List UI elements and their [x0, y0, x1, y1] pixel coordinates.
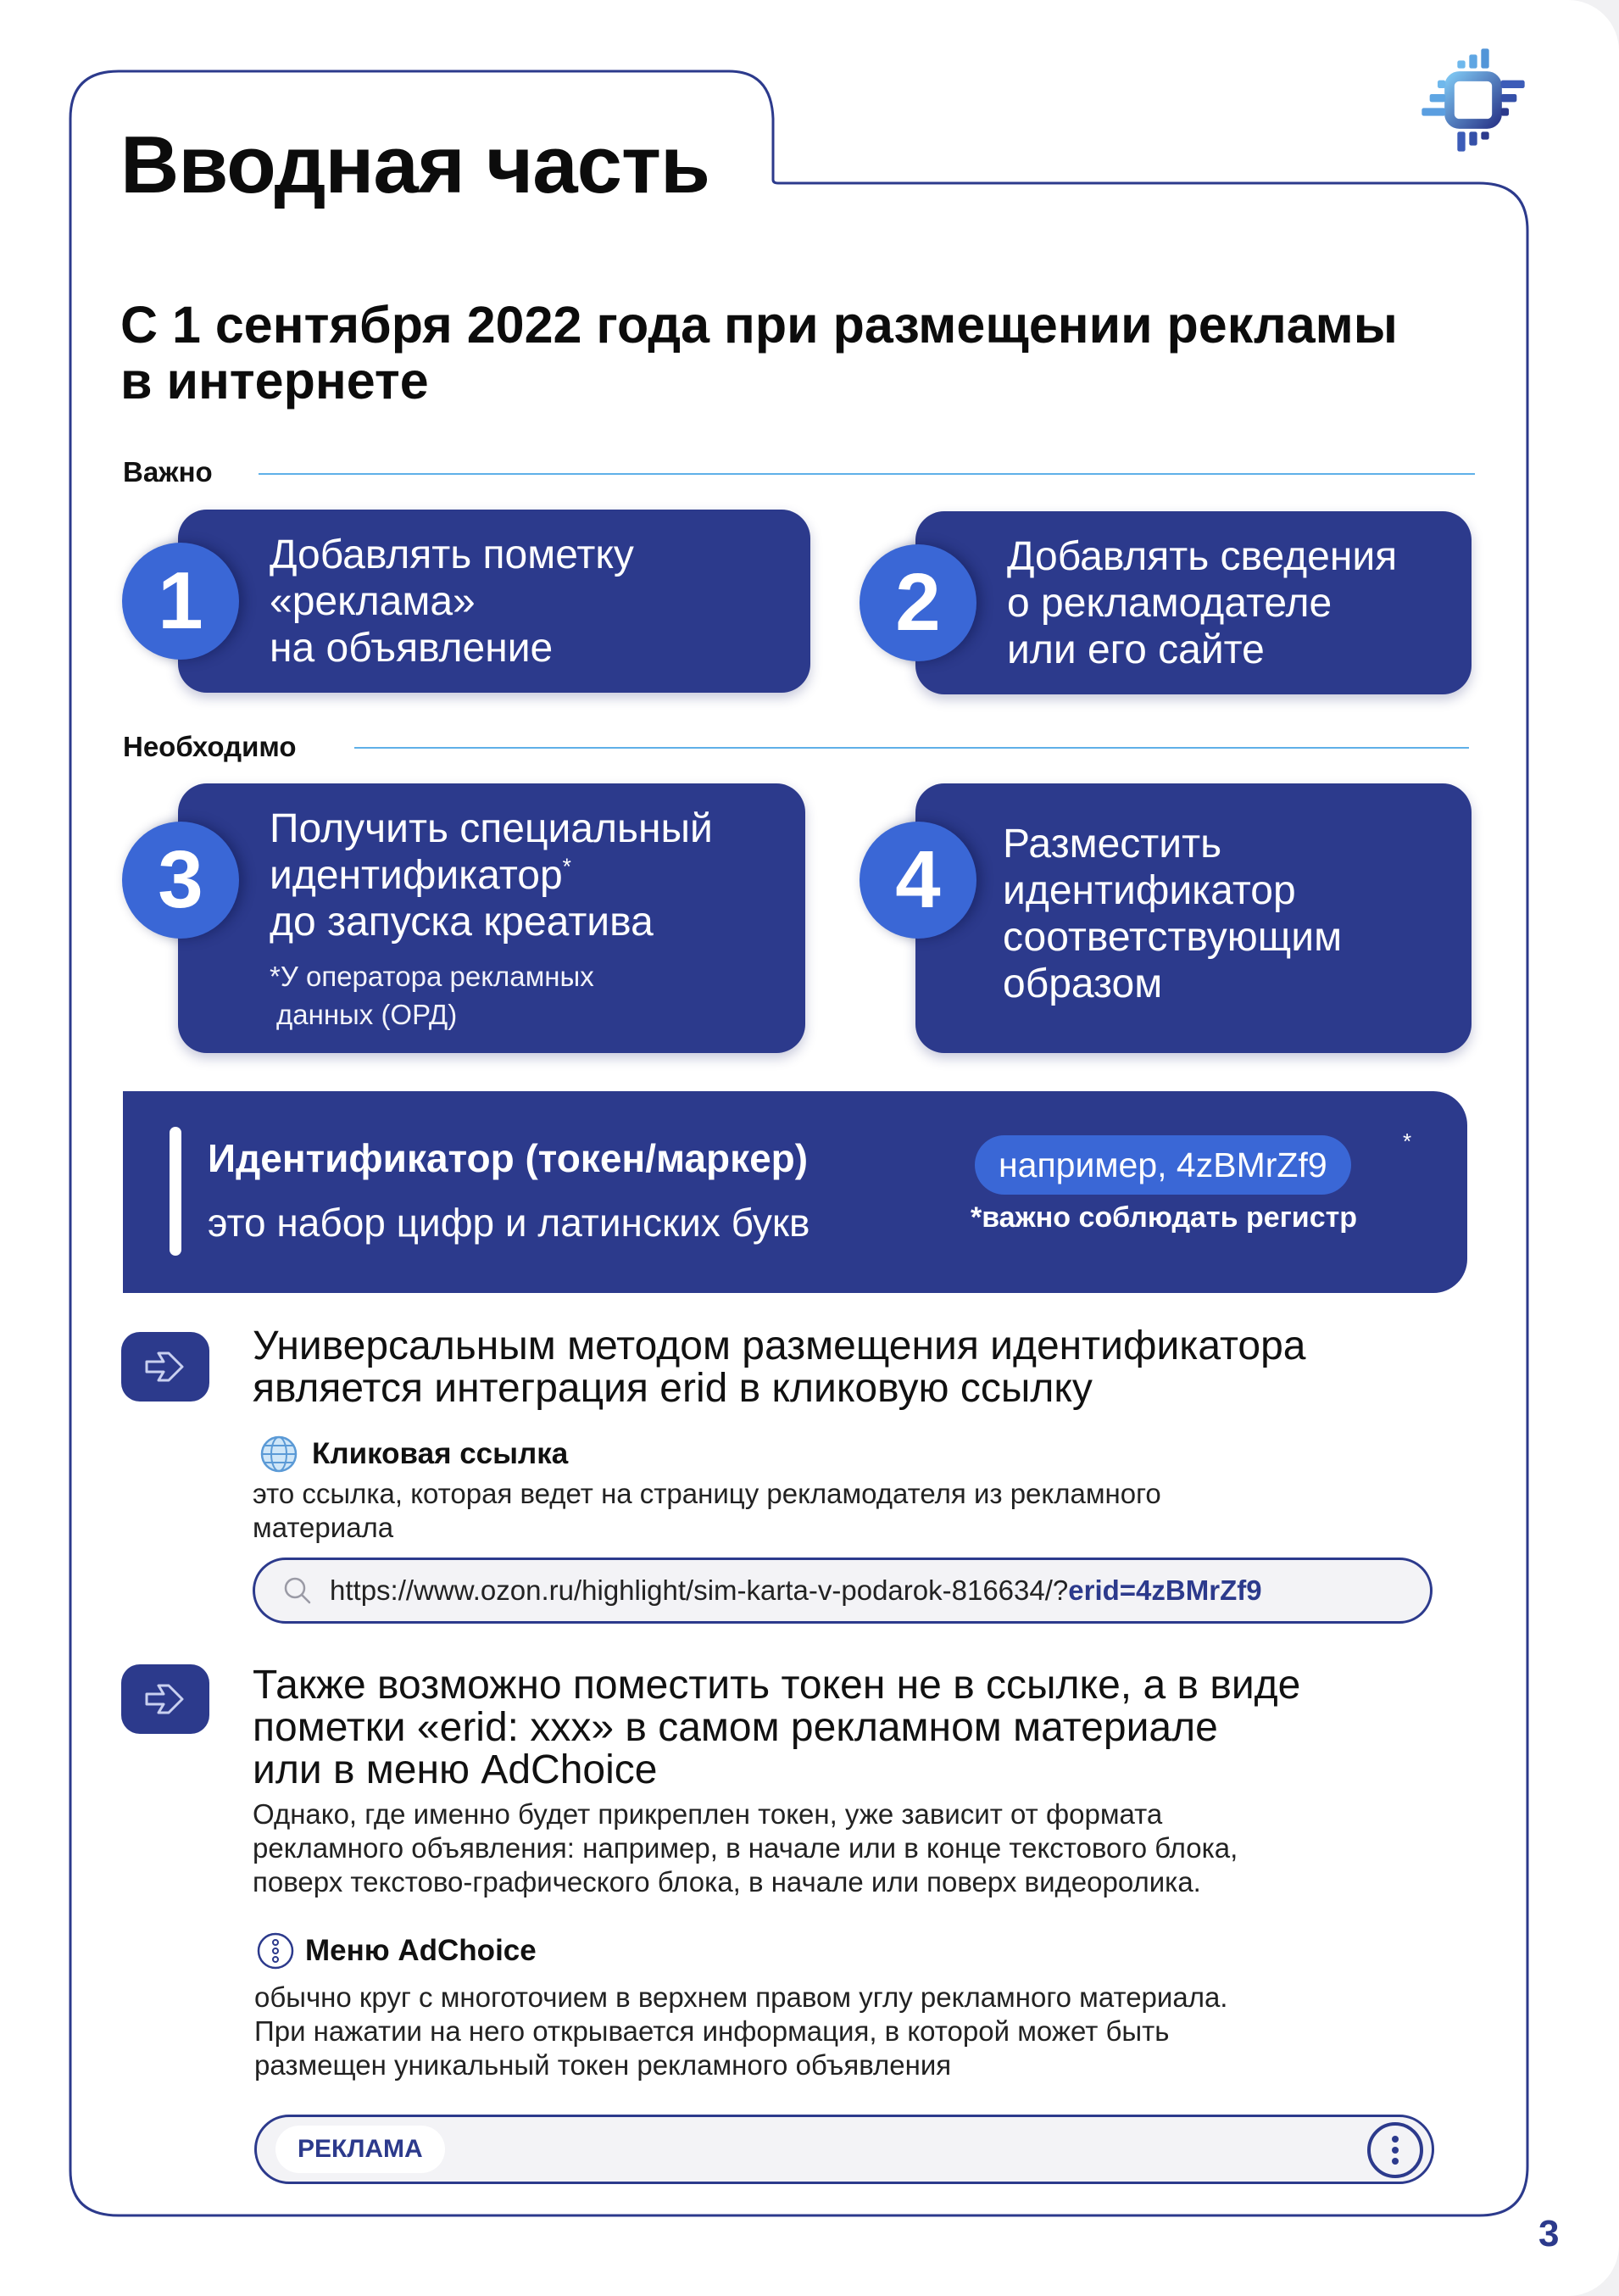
description-line: рекламного объявления: например, в начале или в конце текстового блока,	[253, 1832, 1238, 1864]
card-text	[1007, 533, 1397, 673]
card-line-text: идентификатор	[270, 853, 563, 898]
vertical-dots-icon	[1371, 2126, 1420, 2175]
card-text	[270, 805, 713, 945]
url-example-bar	[253, 1558, 1433, 1624]
description-line: материала	[253, 1512, 394, 1543]
footnote-marker: *	[1403, 1128, 1412, 1154]
section-divider	[259, 473, 1475, 475]
arrow-right-badge	[121, 1664, 209, 1734]
card-footnote	[270, 957, 594, 1034]
click-link-subheading	[254, 1435, 568, 1474]
step-number-badge: 2	[860, 544, 976, 661]
requirement-card-1	[158, 510, 810, 693]
card-line: соответствующим	[1003, 915, 1343, 960]
footnote-line: *У оператора рекламных	[270, 961, 594, 992]
banner-heading: Идентификатор (токен/маркер)	[208, 1136, 809, 1180]
chip-logo-icon	[1414, 41, 1533, 159]
arrow-right-icon	[142, 1348, 189, 1385]
section-label-important: Важно	[123, 456, 213, 488]
card-line: Добавлять сведения	[1007, 534, 1398, 579]
adchoice-subheading	[254, 1930, 537, 1972]
method2-heading	[253, 1664, 1300, 1792]
heading-line: Также возможно поместить токен не в ссылке, а в виде	[253, 1663, 1301, 1708]
description-line: поверх текстово-графического блока, в начале или поверх видеоролика.	[253, 1866, 1201, 1898]
step-number-badge: 4	[860, 822, 976, 939]
arrow-right-badge	[121, 1332, 209, 1402]
description-line: размещен уникальный токен рекламного объявления	[254, 2049, 952, 2081]
card-line: «реклама»	[270, 579, 476, 624]
banner-description: это набор цифр и латинских букв	[208, 1201, 810, 1245]
description-line: Однако, где именно будет прикреплен токен, уже зависит от формата	[253, 1798, 1163, 1830]
card-line: или его сайте	[1007, 627, 1265, 672]
card-line: на объявление	[270, 626, 554, 671]
token-example-pill: например, 4zBMrZf9	[975, 1135, 1351, 1195]
page-subtitle: С 1 сентября 2022 года при размещении рекламы в интернете	[120, 296, 1398, 410]
footnote-line: данных (ОРД)	[276, 999, 458, 1030]
subheading-text: Кликовая ссылка	[312, 1437, 569, 1470]
method2-description	[253, 1797, 1238, 1899]
heading-line: или в меню AdChoice	[253, 1747, 658, 1792]
url-text: https://www.ozon.ru/highlight/sim-karta-v-podarok-816634/?	[330, 1574, 1069, 1606]
card-line	[270, 852, 713, 899]
card-line: Разместить	[1003, 822, 1222, 867]
page-number: 3	[1538, 2213, 1560, 2254]
ad-label-tag: РЕКЛАМА	[275, 2126, 445, 2173]
description-line: это ссылка, которая ведет на страницу рекламодателя из рекламного	[253, 1478, 1161, 1509]
footnote-marker: *	[562, 854, 571, 879]
description-line: При нажатии на него открывается информация, в которой может быть	[254, 2015, 1170, 2047]
click-link-description	[253, 1477, 1161, 1545]
card-line: о рекламодателе	[1007, 581, 1332, 626]
requirement-card-2	[895, 511, 1472, 694]
card-line: образом	[1003, 961, 1163, 1006]
card-text	[270, 532, 634, 672]
heading-line: пометки «erid: xxx» в самом рекламном материале	[253, 1705, 1218, 1750]
description-line: обычно круг с многоточием в верхнем правом углу рекламного материала.	[254, 1981, 1228, 2013]
ad-example-bar	[254, 2115, 1434, 2184]
method1-heading	[253, 1325, 1306, 1410]
subheading-text: Меню AdChoice	[305, 1934, 537, 1967]
step-number-badge: 3	[122, 822, 239, 939]
globe-icon	[254, 1435, 303, 1474]
arrow-right-icon	[142, 1680, 189, 1718]
section-divider	[354, 747, 1469, 749]
case-sensitivity-note: *важно соблюдать регистр	[971, 1201, 1358, 1234]
card-line: Добавлять пометку	[270, 532, 634, 577]
card-text	[1003, 821, 1342, 1007]
identifier-banner	[123, 1091, 1467, 1293]
adchoice-description	[254, 1981, 1227, 2082]
adchoice-menu-button[interactable]	[1367, 2122, 1423, 2178]
heading-line: является интеграция erid в кликовую ссылку	[253, 1366, 1093, 1411]
card-line	[270, 899, 713, 945]
card-line	[270, 805, 713, 852]
accent-bar	[170, 1127, 181, 1256]
requirement-card-4	[895, 783, 1472, 1053]
search-icon	[281, 1574, 314, 1608]
card-line-text: Получить специальный	[270, 806, 713, 851]
url-erid-param: erid=4zBMrZf9	[1068, 1574, 1262, 1606]
card-line-text: до запуска креатива	[270, 900, 654, 945]
page-title: Вводная часть	[120, 120, 709, 210]
adchoice-dots-icon	[254, 1930, 297, 1972]
requirement-card-3	[158, 783, 805, 1053]
step-number-badge: 1	[122, 543, 239, 660]
heading-line: Универсальным методом размещения идентификатора	[253, 1324, 1306, 1368]
card-line: идентификатор	[1003, 868, 1296, 913]
section-label-required: Необходимо	[123, 731, 297, 762]
